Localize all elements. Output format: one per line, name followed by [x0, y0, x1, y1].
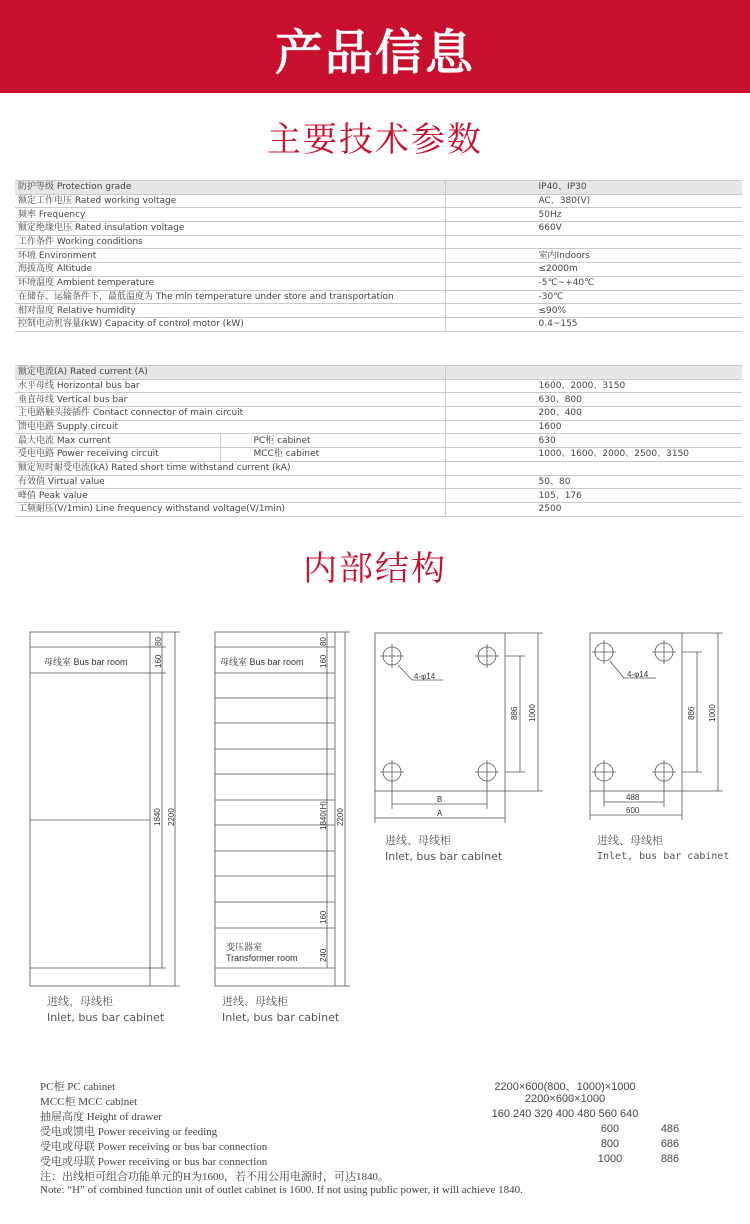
d2-caption-cn: 进线、母线柜 [222, 995, 288, 1008]
cell-value: 105、176 [445, 489, 742, 503]
cell-label: 频率 Frequency [15, 208, 445, 222]
spec-row-label: 受电或母联 Power receiving or bus bar connection [40, 1156, 268, 1168]
d1-dim-160: 160 [154, 654, 163, 668]
d4-dim-886: 886 [687, 706, 696, 720]
d4-dim-488: 488 [626, 793, 640, 802]
spec-row-b: 886 [660, 1153, 680, 1165]
d2-trans-en: Transformer room [226, 953, 298, 963]
cell-label: 主电路触头接插件 Contact connector of main circuit [15, 407, 445, 421]
spec-row-label: MCC柜 MCC cabinet [40, 1096, 138, 1108]
spec-row-busbar-2 [40, 1153, 680, 1168]
spec-row-pc [40, 1078, 680, 1093]
cell-label: 馈电电路 Supply circuit [15, 420, 445, 434]
cell-value: IP40、IP30 [445, 181, 742, 195]
cell-label: 防护等级 Protection grade [15, 181, 445, 195]
cell-value: 1600、2000、3150 [445, 379, 742, 393]
cabinet-diagram-2 [215, 632, 350, 986]
d4-caption [597, 833, 729, 865]
d4-caption-en: Inlet, bus bar cabinet [597, 851, 730, 862]
d1-dim-1840: 1840 [153, 808, 162, 826]
cell-label: 垂直母线 Vertical bus bar [15, 393, 445, 407]
cell-value: ≤2000m [445, 263, 742, 277]
spec-row-label: 受电或母联 Power receiving or bus bar connection [40, 1141, 268, 1153]
spec-row-label: PC柜 PC cabinet [40, 1081, 116, 1093]
cell-label: 海拔高度 Altitude [15, 263, 445, 277]
cell-value: 200、400 [445, 407, 742, 421]
d2-dim-160: 160 [319, 654, 328, 668]
spec-row-a: 600 [600, 1123, 620, 1135]
spec-row-value: 160 240 320 400 480 560 640 [491, 1108, 639, 1120]
d2-dim-2200: 2200 [336, 808, 345, 826]
d3-dim-1000: 1000 [528, 704, 537, 722]
d1-caption-en: Inlet, bus bar cabinet [47, 1011, 165, 1024]
d3-caption [385, 833, 502, 865]
d1-caption [47, 994, 164, 1026]
d3-dim-886: 886 [510, 706, 519, 720]
d4-dim-1000: 1000 [708, 704, 717, 722]
banner-title: 产品信息 [274, 25, 475, 81]
cell-value: AC、380(V) [445, 194, 742, 208]
spec-row-a: 1000 [597, 1153, 623, 1165]
spec-row-b: 486 [660, 1123, 680, 1135]
d3-caption-en: Inlet, bus bar cabinet [385, 850, 503, 863]
cell-label: 控制电动机容量(kW) Capacity of control motor (kW) [15, 317, 445, 331]
d4-caption-cn: 进线、母线柜 [597, 834, 663, 847]
d3-caption-cn: 进线、母线柜 [385, 834, 451, 847]
note-cn: 注：出线柜可组合功能单元的H为1600，若不用公用电源时，可达1840。 [40, 1171, 389, 1183]
section-title-specs: 主要技术参数 [267, 120, 483, 160]
cell-value: -30℃ [445, 290, 742, 304]
cell-label: 环境 Environment [15, 249, 445, 263]
cell-label: 环境温度 Ambient temperature [15, 276, 445, 290]
base-diagram-4 [590, 633, 723, 820]
spec-row-label: 抽屉高度 Height of drawer [40, 1111, 162, 1123]
d2-room-label: 母线室 Bus bar room [220, 657, 304, 667]
cell-label: 在储存、运输条件下，最低温度为 The min temperature under store and transportation [15, 290, 445, 304]
d1-room-label: 母线室 Bus bar room [44, 657, 128, 667]
spec-row-label: 受电或馈电 Power receiving or feeding [40, 1126, 218, 1138]
cell-label: 有效值 Virtual value [15, 475, 445, 489]
d2-dim-1840h: 1840(H) [319, 801, 328, 830]
cell-value: 1000、1600、2000、2500、3150 [445, 448, 742, 462]
d2-trans-cn: 变压器室 [226, 942, 263, 952]
cell-value: 660V [445, 222, 742, 236]
spec-row-feeding [40, 1123, 680, 1138]
d2-dim-240: 240 [319, 948, 328, 962]
cell-value: 室内Indoors [445, 249, 742, 263]
d3-dim-b: B [437, 795, 443, 804]
d1-dim-80: 80 [154, 637, 163, 646]
spec-row-a: 800 [600, 1138, 620, 1150]
spec-row-busbar-1 [40, 1138, 680, 1153]
d1-caption-cn: 进线、母线柜 [47, 995, 113, 1008]
cell-value: -5℃~+40℃ [445, 276, 742, 290]
cell-label: 相对湿度 Relative humidity [15, 304, 445, 318]
cell-label: 额定绝缘电压 Rated insulation voltage [15, 222, 445, 236]
cell-value: 2500 [445, 502, 742, 516]
cell-value: 50Hz [445, 208, 742, 222]
cell-value: ≤90% [445, 304, 742, 318]
d3-dim-a: A [437, 809, 443, 818]
cell-sub-label: MCC柜 cabinet [220, 448, 445, 462]
spec-row-drawer [40, 1108, 680, 1123]
dimension-specs [40, 1078, 720, 1198]
d1-dim-2200: 2200 [167, 808, 176, 826]
cell-value: 630、800 [445, 393, 742, 407]
d3-hole-label: 4-φ14 [414, 672, 436, 681]
spec-row-value: 2200×600(800、1000)×1000 [494, 1081, 636, 1093]
cell-label: 受电电路 Power receiving circuit [15, 448, 220, 462]
cell-label: 工频耐压(V/1min) Line frequency withstand voltage(V/1min) [15, 502, 445, 516]
cell-sub-label: PC柜 cabinet [220, 434, 445, 448]
base-diagram-3 [375, 633, 543, 823]
cell-label: 峰值 Peak value [15, 489, 445, 503]
d4-dim-600: 600 [626, 806, 640, 815]
d2-caption [222, 994, 339, 1026]
d2-dim-160b: 160 [319, 910, 328, 924]
spec-row-b: 686 [660, 1138, 680, 1150]
cell-value: 50、80 [445, 475, 742, 489]
note-en: Note: “H” of combined function unit of outlet cabinet is 1600. If not using public power, it will achieve 1840. [40, 1184, 523, 1196]
spec-row-mcc [40, 1093, 680, 1108]
d2-caption-en: Inlet, bus bar cabinet [222, 1011, 340, 1024]
d2-dim-80: 80 [319, 637, 328, 646]
cell-label: 最大电流 Max current [15, 434, 220, 448]
cell-label: 水平母线 Horizontal bus bar [15, 379, 445, 393]
cell-label: 额定电流(A) Rated current (A) [15, 366, 445, 380]
cell-label: 额定工作电压 Rated working voltage [15, 194, 445, 208]
cell-value: 630 [445, 434, 742, 448]
cell-label: 额定短时耐受电流(kA) Rated short time withstand current (kA) [15, 461, 445, 475]
d4-hole-label: 4-φ14 [627, 670, 649, 679]
cell-value: 0.4~155 [445, 317, 742, 331]
cell-value: 1600 [445, 420, 742, 434]
spec-row-value: 2200×600×1000 [524, 1093, 606, 1105]
section-title-structure: 内部结构 [303, 549, 447, 589]
cell-label: 工作条件 Working conditions [15, 235, 445, 249]
